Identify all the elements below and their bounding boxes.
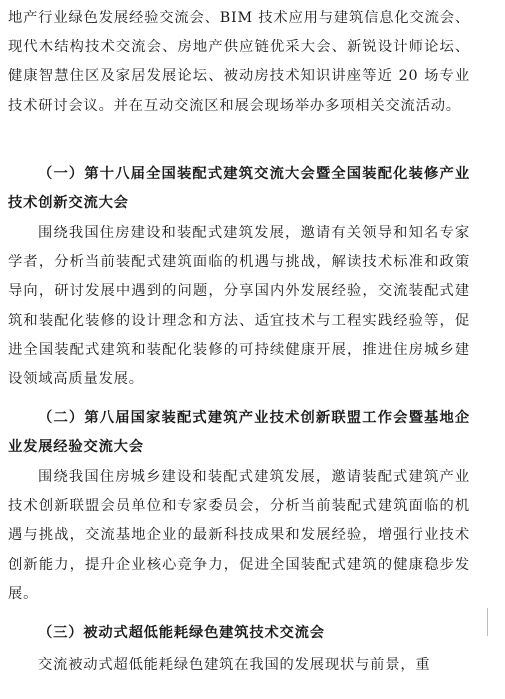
- body-paragraph-intro: 地产行业绿色发展经验交流会、BIM 技术应用与建筑信息化交流会、现代木结构技术交流会、房地产供应链优采大会、新锐设计师论坛、健康智慧住区及家居发展论坛、被动房技术知识讲座等近 20 场专业技术研讨会议。并在互动交流区和展会现场举办多项相关交流活动。: [8, 10, 470, 114]
- section-heading-1: （一）第十八届全国装配式建筑交流大会暨全国装配化装修产业技术创新交流大会: [8, 166, 470, 212]
- body-paragraph-section-1: 围绕我国住房建设和装配式建筑发展，邀请有关领导和知名专家学者，分析当前装配式建筑面临的机遇与挑战，解读技术标准和政策导向，研讨发展中遇到的问题，分享国内外发展经验，交流装配式建筑和装配化装修的设计理念和方法、适宜技术与工程实践经验等，促进全国装配式建筑和装配化装修的可持续健康开展，推进住房城乡建设领域高质量发展。: [8, 225, 470, 388]
- section-heading-3: （三）被动式超低能耗绿色建筑技术交流会: [38, 625, 325, 641]
- body-paragraph-section-3: 交流被动式超低能耗绿色建筑在我国的发展现状与前景，重: [38, 657, 431, 673]
- body-paragraph-section-2: 围绕我国住房城乡建设和装配式建筑发展，邀请装配式建筑产业技术创新联盟会员单位和专家委员会，分析当前装配式建筑面临的机遇与挑战，交流基地企业的最新科技成果和发展经验，增强行业技术创新能力，提升企业核心竞争力，促进全国装配式建筑的健康稳步发展。: [8, 469, 470, 602]
- scan-artifact-line: [487, 608, 488, 636]
- section-heading-2: （二）第八届国家装配式建筑产业技术创新联盟工作会暨基地企业发展经验交流大会: [8, 410, 470, 456]
